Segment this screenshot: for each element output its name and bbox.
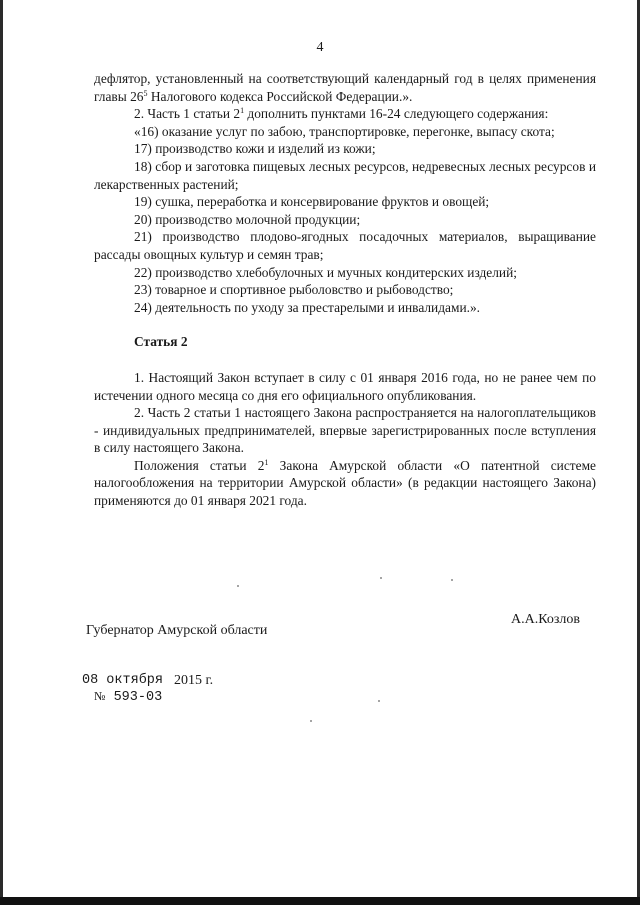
- law-date: 08 октября: [82, 673, 164, 688]
- law-number-value: 593-03: [113, 690, 163, 705]
- scan-speck: [378, 700, 380, 702]
- list-item: 23) товарное и спортивное рыболовство и рыбоводство;: [134, 282, 454, 298]
- number-sign: №: [94, 689, 106, 703]
- list-item: 20) производство молочной продукции;: [134, 211, 361, 227]
- list-item: «16) оказание услуг по забою, транспортировке, перегонке, выпасу скота;: [134, 123, 555, 139]
- list-item: 18) сбор и заготовка пищевых лесных ресурсов, недревесных лесных ресурсов и лекарственных растений;: [94, 158, 596, 192]
- list-item: 22) производство хлебобулочных и мучных кондитерских изделий;: [134, 264, 517, 280]
- scan-edge-bottom: [0, 897, 640, 905]
- article-2-paragraph-2: 2. Часть 2 статьи 1 настоящего Закона распространяется на налогоплательщиков - индивидуальных предпринимателей, впервые зарегистрированных после вступления в силу настоящего Закона.: [94, 405, 596, 456]
- article-2-paragraph-1: 1. Настоящий Закон вступает в силу с 01 января 2016 года, но не ранее чем по истечении одного месяца со дня его официального опубликования.: [94, 369, 596, 403]
- list-item: 17) производство кожи и изделий из кожи;: [134, 141, 376, 157]
- scan-speck: [451, 579, 453, 581]
- paragraph-deflator: дефлятор, установленный на соответствующий календарный год в целях применения главы $26^5$ Налогового кодекса Российской Федерации.».: [94, 71, 596, 104]
- scan-edge-left: [0, 0, 3, 905]
- law-year: 2015 г.: [174, 673, 214, 688]
- scan-speck: [310, 720, 312, 722]
- list-item: 21) производство плодово-ягодных посадочных материалов, выращивание рассады овощных культур и семян трав;: [94, 229, 596, 262]
- article-2-paragraph-3: Положения статьи $2^1$ Закона Амурской области «О патентной системе налогообложения на территории Амурской области» (в редакции настоящего Закона) применяются до 01 января 2021 года.: [94, 457, 596, 509]
- scan-speck: [380, 577, 382, 579]
- paragraph-amendment: 2. Часть 1 статьи $2^1$ дополнить пунктами 16-24 следующего содержания:: [134, 106, 549, 122]
- page-number: 4: [316, 40, 324, 55]
- scan-speck: [237, 585, 239, 587]
- article-2-heading: Статья 2: [134, 334, 188, 350]
- governor-name: А.А.Козлов: [511, 612, 580, 627]
- list-item: 24) деятельность по уходу за престарелыми и инвалидами.».: [134, 299, 481, 315]
- list-item: 19) сушка, переработка и консервирование фруктов и овощей;: [134, 194, 490, 210]
- law-number: [94, 689, 162, 705]
- governor-title: Губернатор Амурской области: [86, 623, 268, 638]
- document-body: [94, 70, 596, 510]
